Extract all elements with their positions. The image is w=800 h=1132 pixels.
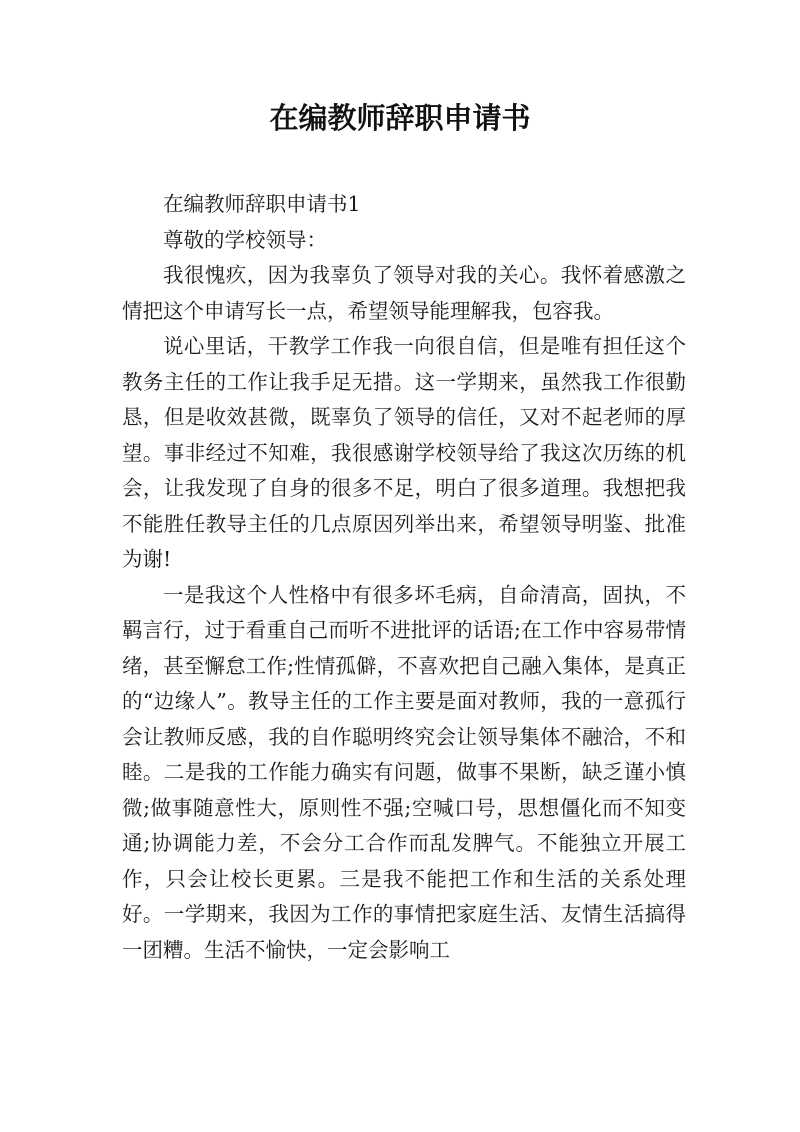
- document-title: 在编教师辞职申请书: [269, 101, 531, 135]
- paragraph: 说心里话，干教学工作我一向很自信，但是唯有担任这个教务主任的工作让我手足无措。这一学期来，虽然我工作很勤恳，但是收效甚微，既辜负了领导的信任，又对不起老师的厚望。事非经过不知难，我很感谢学校领导给了我这次历练的机会，让我发现了自身的很多不足，明白了很多道理。我想把我不能胜任教导主任的几点原因列举出来，希望领导明鉴、批准为谢!: [122, 334, 686, 571]
- paragraph: 一是我这个人性格中有很多坏毛病，自命清高，固执，不羁言行，过于看重自己而听不进批评的话语;在工作中容易带情绪，甚至懈怠工作;性情孤僻，不喜欢把自己融入集体，是真正的“边缘人”。教导主任的工作主要是面对教师，我的一意孤行会让教师反感，我的自作聪明终究会让领导集体不融洽，不和睦。二是我的工作能力确实有问题，做事不果断，缺乏谨小慎微;做事随意性大，原则性不强;空喊口号，思想僵化而不知变通;协调能力差，不会分工合作而乱发脾气。不能独立开展工作，只会让校长更累。三是我不能把工作和生活的关系处理好。一学期来，我因为工作的事情把家庭生活、友情生活搞得一团糟。生活不愉快，一定会影响工: [122, 582, 686, 962]
- salutation: 尊敬的学校领导：: [163, 227, 327, 252]
- document-body: [122, 187, 686, 968]
- subtitle-line: 在编教师辞职申请书1: [163, 192, 361, 216]
- paragraph: 我很愧疚，因为我辜负了领导对我的关心。我怀着感激之情把这个申请写长一点，希望领导能理解我，包容我。: [122, 263, 686, 323]
